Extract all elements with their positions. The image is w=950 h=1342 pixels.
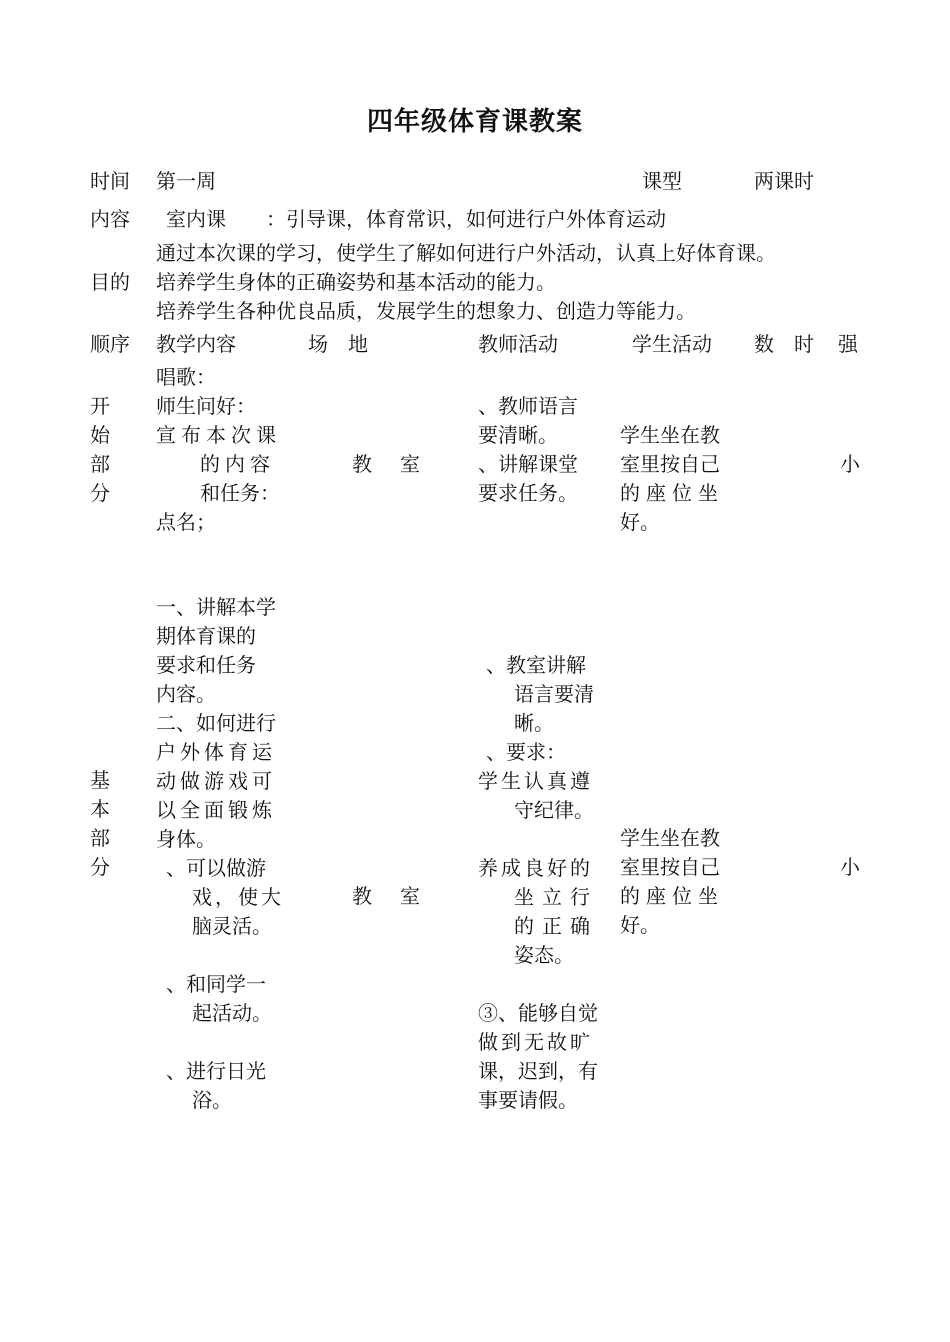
section2-label-char: 部 [90,826,110,850]
teacher-line [478,825,598,854]
section1-label [90,392,110,508]
content-line: 脑灵活。 [192,914,272,938]
teacher-line: ③、能够自觉 [478,1001,598,1025]
teacher-line: 做到无故旷 [478,1030,593,1054]
content-line: 点名； [156,510,216,534]
section2-place: 教 室 [352,884,424,908]
content-line: 期体育课的 [156,624,256,648]
student-line: 室里按自己 [620,855,720,879]
goal-line: 通过本次课的学习，使学生了解如何进行户外活动，认真上好体育课。 [156,241,776,265]
content-line: 的内容 [200,452,275,476]
header-intensity: 强 [838,332,858,356]
goal-line: 培养学生身体的正确姿势和基本活动的能力。 [156,270,556,294]
content-line: 户外体育运 [156,740,276,764]
teacher-line: 学生认真遵 [478,769,593,793]
content-line: 和任务： [200,481,280,505]
teacher-line: 的正确 [514,914,598,938]
header-order: 顺序 [90,332,130,356]
teacher-line: 要求任务。 [478,481,578,505]
content-line: 、可以做游 [166,856,266,880]
student-line: 的座位坐 [620,481,724,505]
content-line: 师生问好： [156,394,256,418]
time-label: 时间 [90,169,130,193]
content-line: 身体。 [156,827,216,851]
content-line [156,941,284,970]
header-student: 学生活动 [632,332,712,356]
section1-label-char: 始 [90,423,110,447]
content-line: 二、如何进行 [156,711,276,735]
content-line: 起活动。 [192,1001,272,1025]
section1-teacher [478,392,578,508]
teacher-line: 养成良好的 [478,856,593,880]
section1-content [156,363,281,537]
header-time: 时 [794,332,814,356]
teacher-line: 语言要清 [514,682,594,706]
content-line: 、进行日光 [166,1059,266,1083]
section1-place: 教 室 [352,452,424,476]
teacher-line: 、要求： [486,740,566,764]
teacher-line: 、教室讲解 [486,653,586,677]
teacher-line: 要清晰。 [478,423,558,447]
content-line: 唱歌： [156,365,216,389]
teacher-line: 、教师语言 [478,394,578,418]
teacher-line [478,970,598,999]
content-line: 以全面锻炼 [156,798,276,822]
section2-label-char: 分 [90,855,110,879]
header-count: 数 [754,332,774,356]
teacher-line: 晰。 [514,711,554,735]
content-line: 一、讲解本学 [156,595,276,619]
type-label: 课型 [642,169,682,193]
page-title: 四年级体育课教案 [366,107,583,137]
section1-intensity: 小 [840,452,860,476]
content-line [156,1028,284,1057]
content-label: 内容 [90,207,130,231]
section1-student [620,421,724,537]
student-line: 好。 [620,510,660,534]
content-line: 戏，使大 [192,885,284,909]
section2-teacher [478,651,598,1115]
content-line: 内容。 [156,682,216,706]
goal-line: 培养学生各种优良品质，发展学生的想象力、创造力等能力。 [156,299,696,323]
section2-content [156,593,284,1115]
teacher-line: 守纪律。 [514,798,594,822]
student-line: 学生坐在教 [620,826,720,850]
student-line: 室里按自己 [620,452,720,476]
section2-label-char: 基 [90,768,110,792]
section2-student [620,824,724,940]
section1-label-char: 分 [90,481,110,505]
type-value: 两课时 [754,169,814,193]
student-line: 好。 [620,913,660,937]
content-line: 、和同学一 [166,972,266,996]
student-line: 学生坐在教 [620,423,720,447]
student-line: 的座位坐 [620,884,724,908]
section2-label [90,766,110,882]
content-line: 要求和任务 [156,653,256,677]
content-line: 宣布本次课 [156,423,281,447]
teacher-line: 、讲解课堂 [478,452,578,476]
teacher-line: 课，迟到，有 [478,1059,598,1083]
content-line: 动做游戏可 [156,769,276,793]
section1-label-char: 开 [90,394,110,418]
content-value: 室内课 ：引导课，体育常识，如何进行户外体育运动 [166,207,666,231]
time-value: 第一周 [156,169,216,193]
header-teacher: 教师活动 [478,332,558,356]
teacher-line: 姿态。 [514,943,574,967]
goal-lines [156,239,776,326]
teacher-line: 事要请假。 [478,1088,578,1112]
header-content: 教学内容 [156,332,236,356]
teacher-line: 坐立行 [514,885,598,909]
section2-intensity: 小 [840,855,860,879]
section1-label-char: 部 [90,452,110,476]
header-place: 场 地 [308,332,368,356]
section2-label-char: 本 [90,797,110,821]
content-line: 浴。 [192,1088,232,1112]
goal-label: 目的 [90,270,130,294]
